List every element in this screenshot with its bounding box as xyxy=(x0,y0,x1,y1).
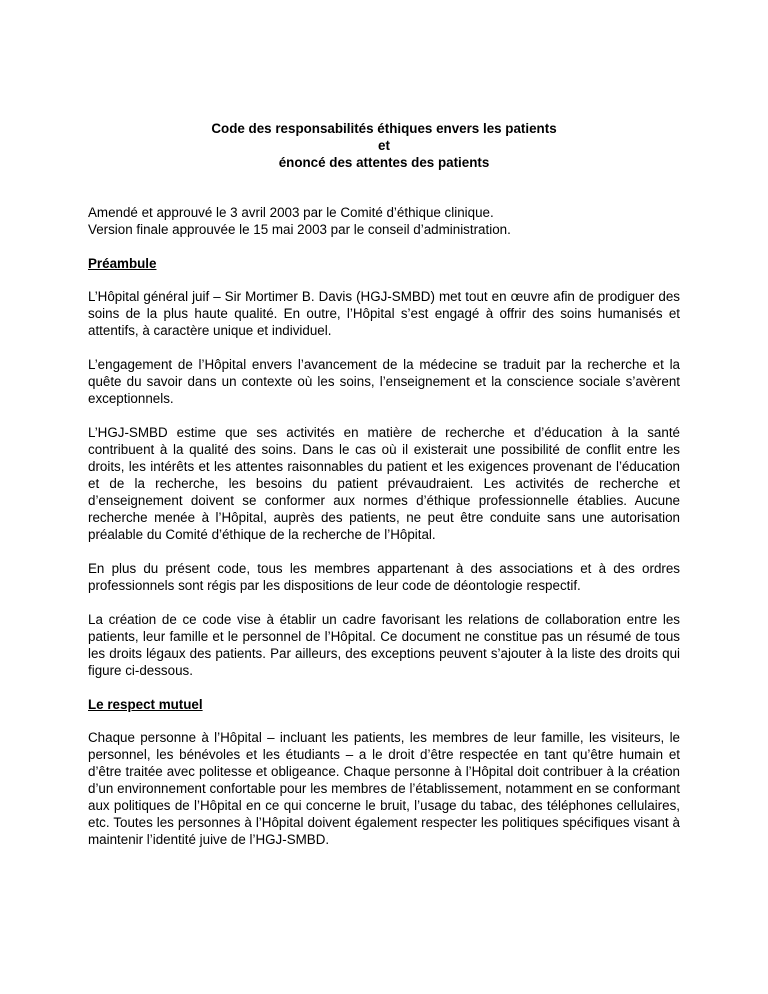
approval-line-2: Version finale approuvée le 15 mai 2003 par le conseil d’administration. xyxy=(88,222,511,237)
section-preambule xyxy=(88,255,680,679)
approval-notes xyxy=(88,204,680,238)
preambule-paragraph-2: L’engagement de l’Hôpital envers l’avancement de la médecine se traduit par la recherche et la quête du savoir dans un contexte où les soins, l’enseignement et la conscience sociale s’avèrent exceptionnels. xyxy=(88,357,680,406)
title-line-3: énoncé des attentes des patients xyxy=(278,155,490,170)
preambule-paragraph-3: L’HGJ-SMBD estime que ses activités en matière de recherche et d’éducation à la santé contribuent à la qualité des soins. Dans le cas où il existerait une possibilité de conflit entre les droits, les intérêts et les attentes raisonnables du patient et les exigences provenant de l’éducation et de la recherche, les besoins du patient prévaudraient. Les activités de recherche et d’enseignement doivent se conformer aux normes d’éthique professionnelle établies. Aucune recherche menée à l’Hôpital, auprès des patients, ne peut être conduite sans une autorisation préalable du Comité d’éthique de la recherche de l’Hôpital. xyxy=(88,425,680,542)
preambule-paragraph-1: L’Hôpital général juif – Sir Mortimer B. Davis (HGJ-SMBD) met tout en œuvre afin de prodiguer des soins de la plus haute qualité. En outre, l’Hôpital s’est engagé à offrir des soins humanisés et attentifs, à caractère unique et individuel. xyxy=(88,289,680,338)
title-line-2: et xyxy=(378,138,390,153)
section-respect-mutuel xyxy=(88,696,680,848)
section-heading-preambule: Préambule xyxy=(88,256,157,271)
title-line-1: Code des responsabilités éthiques envers les patients xyxy=(211,121,557,136)
approval-line-1: Amendé et approuvé le 3 avril 2003 par le Comité d’éthique clinique. xyxy=(88,205,494,220)
preambule-paragraph-5: La création de ce code vise à établir un cadre favorisant les relations de collaboration entre les patients, leur famille et le personnel de l’Hôpital. Ce document ne constitue pas un résumé de tous les droits légaux des patients. Par ailleurs, des exceptions peuvent s’ajouter à la liste des droits qui figure ci-dessous. xyxy=(88,612,680,678)
respect-mutuel-paragraph-1: Chaque personne à l’Hôpital – incluant les patients, les membres de leur famille, les visiteurs, le personnel, les bénévoles et les étudiants – a le droit d’être respectée en tant qu’être humain et d’être traitée avec politesse et obligeance. Chaque personne à l’Hôpital doit contribuer à la création d’un environnement confortable pour les membres de l’établissement, notamment en se conformant aux politiques de l’Hôpital en ce qui concerne le bruit, l’usage du tabac, des téléphones cellulaires, etc. Toutes les personnes à l’Hôpital doivent également respecter les politiques spécifiques visant à maintenir l’identité juive de l’HGJ-SMBD. xyxy=(88,730,680,847)
preambule-paragraph-4: En plus du présent code, tous les membres appartenant à des associations et à des ordres professionnels sont régis par les dispositions de leur code de déontologie respectif. xyxy=(88,561,680,593)
document-title xyxy=(88,120,680,171)
document-page xyxy=(88,120,680,865)
section-heading-respect-mutuel: Le respect mutuel xyxy=(88,697,203,712)
